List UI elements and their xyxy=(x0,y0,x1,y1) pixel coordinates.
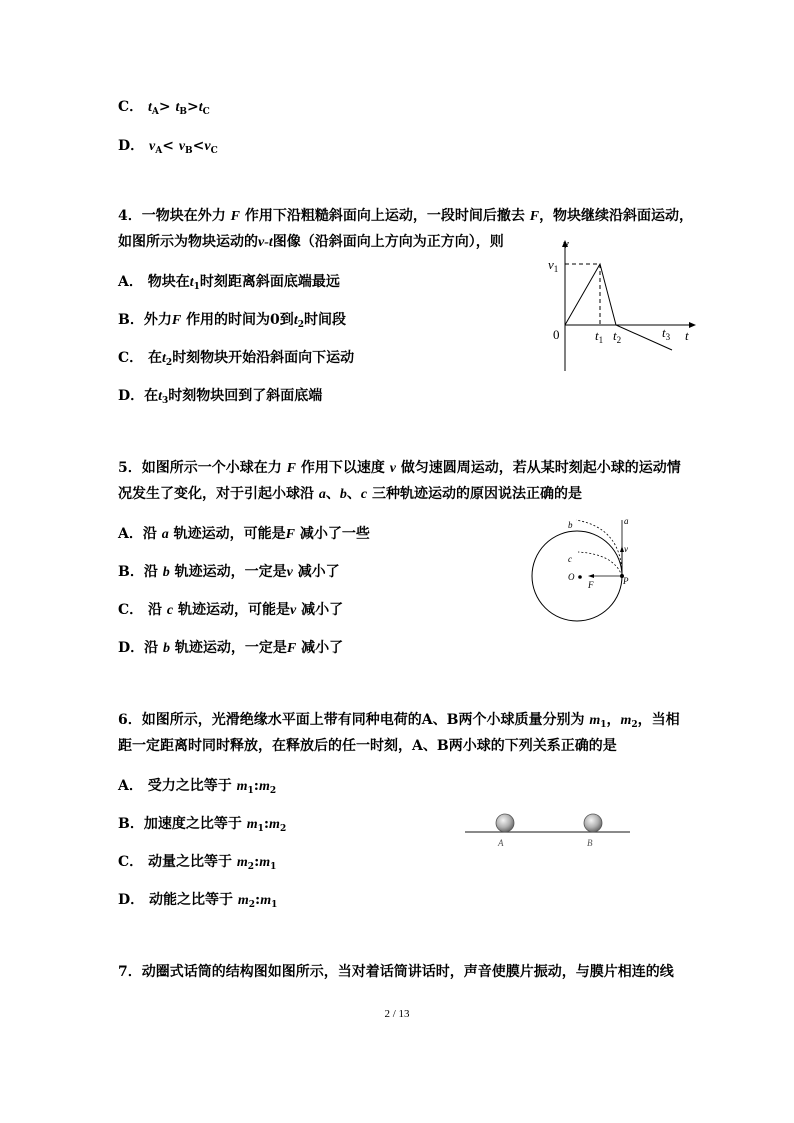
t-label: t xyxy=(685,328,689,343)
v-label: v xyxy=(563,236,569,251)
label-p: P xyxy=(623,576,629,586)
q4-option-d: D．在$t_3$时刻物块回到了斜面底端 xyxy=(118,388,323,406)
q4-option-c: C． 在$t_2$时刻物块开始沿斜面向下运动 xyxy=(118,350,355,368)
q5-option-b: B．沿 b 轨迹运动，一定是v 减小了 xyxy=(118,564,340,580)
trajectory-b xyxy=(576,520,622,576)
q5-circle-figure xyxy=(530,510,650,625)
q5-option-a: A．沿 a 轨迹运动，可能是F 减小了一些 xyxy=(118,526,370,542)
q5-option-c: C． 沿 c 轨迹运动，可能是v 减小了 xyxy=(118,602,344,618)
q6-stem-line1: 6．如图所示，光滑绝缘水平面上带有同种电荷的A、B两个小球质量分别为 $m_1$，$m_2$，当相 xyxy=(118,712,680,730)
label-v: v xyxy=(624,544,628,554)
t-axis-arrow xyxy=(689,322,696,328)
page-number: 2 / 13 xyxy=(384,1008,410,1020)
q6-option-c: C． 动量之比等于 $m_2:m_1$ xyxy=(118,854,277,872)
force-arrowhead xyxy=(588,574,594,578)
q4-stem-line1: 4．一物块在外力 F 作用下沿粗糙斜面向上运动，一段时间后撤去 F，物块继续沿斜面运动， xyxy=(118,208,694,224)
ball-a xyxy=(496,814,514,832)
q5-option-d: D．沿 b 轨迹运动，一定是F 减小了 xyxy=(118,640,344,656)
ball-b xyxy=(584,814,602,832)
q4-vt-graph xyxy=(540,236,705,376)
origin-label: 0 xyxy=(553,327,560,342)
q4-option-a: A． 物块在$t_1$时刻距离斜面底端最远 xyxy=(118,274,340,292)
label-c: c xyxy=(568,554,572,564)
q3-option-c: C． $t_A> t_B>t_C$ xyxy=(118,99,210,117)
q7-stem-line1: 7．动圈式话筒的结构图如图所示，当对着话筒讲话时，声音使膜片振动，与膜片相连的线 xyxy=(118,964,674,980)
q5-stem-line1: 5．如图所示一个小球在力 F 作用下以速度 v 做匀速圆周运动，若从某时刻起小球的运动情 xyxy=(118,460,681,476)
q6-option-a: A． 受力之比等于 $m_1:m_2$ xyxy=(118,778,277,796)
q6-balls-figure xyxy=(460,805,635,850)
label-ball-a: A xyxy=(498,838,504,848)
label-ball-b: B xyxy=(587,838,593,848)
q4-option-b: B．外力F 作用的时间为0到$t_2$时间段 xyxy=(118,312,346,330)
t3-label: $t_3$ xyxy=(662,325,671,342)
q6-option-d: D． 动能之比等于 $m_2:m_1$ xyxy=(118,892,278,910)
label-o: O xyxy=(568,572,575,582)
q3-option-d: D． $v_A< v_B<v_C$ xyxy=(118,138,218,156)
label-a: a xyxy=(624,516,629,526)
q5-stem-line2: 况发生了变化，对于引起小球沿 a、b、c 三种轨迹运动的原因说法正确的是 xyxy=(118,486,582,502)
label-b: b xyxy=(568,520,573,530)
v1-label: $v_1$ xyxy=(548,257,559,274)
t2-label: $t_2$ xyxy=(613,328,622,345)
q6-stem-line2: 距一定距离时同时释放，在释放后的任一时刻，A、B两小球的下列关系正确的是 xyxy=(118,738,617,754)
q4-stem-line2: 如图所示为物块运动的v-t图像（沿斜面向上方向为正方向），则 xyxy=(118,234,504,250)
label-f: F xyxy=(588,580,594,590)
trajectory-c xyxy=(578,552,622,576)
t1-label: $t_1$ xyxy=(595,328,604,345)
q6-option-b: B．加速度之比等于 $m_1:m_2$ xyxy=(118,816,287,834)
center-point-o xyxy=(578,575,582,579)
